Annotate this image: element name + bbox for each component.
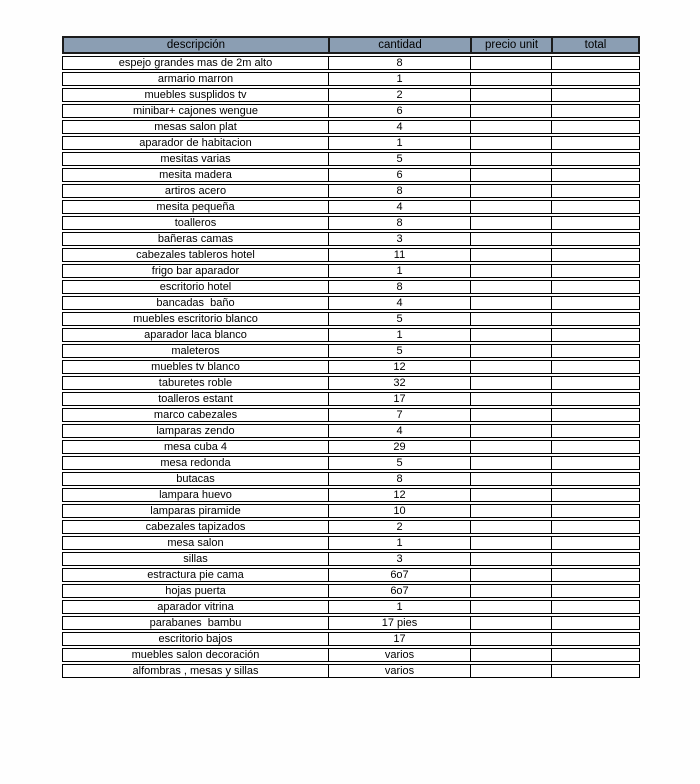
cell-total	[551, 504, 640, 518]
inventory-table-body	[62, 56, 640, 678]
cell-cantidad: 1	[328, 328, 470, 342]
table-row	[62, 72, 640, 86]
cell-precio_unit	[470, 472, 551, 486]
cell-descripcion: parabanes bambu	[62, 616, 328, 630]
cell-total	[551, 616, 640, 630]
cell-descripcion: estractura pie cama	[62, 568, 328, 582]
cell-precio_unit	[470, 56, 551, 70]
cell-descripcion: toalleros estant	[62, 392, 328, 406]
cell-total	[551, 664, 640, 678]
cell-descripcion: bañeras camas	[62, 232, 328, 246]
cell-descripcion: frigo bar aparador	[62, 264, 328, 278]
cell-descripcion: armario marron	[62, 72, 328, 86]
cell-precio_unit	[470, 424, 551, 438]
cell-total	[551, 328, 640, 342]
cell-precio_unit	[470, 648, 551, 662]
inventory-table	[62, 34, 640, 680]
cell-total	[551, 552, 640, 566]
table-row	[62, 200, 640, 214]
cell-descripcion: toalleros	[62, 216, 328, 230]
table-row	[62, 360, 640, 374]
cell-cantidad: 3	[328, 552, 470, 566]
cell-total	[551, 312, 640, 326]
cell-precio_unit	[470, 312, 551, 326]
cell-cantidad: 10	[328, 504, 470, 518]
cell-precio_unit	[470, 168, 551, 182]
cell-precio_unit	[470, 392, 551, 406]
cell-precio_unit	[470, 456, 551, 470]
cell-cantidad: 4	[328, 424, 470, 438]
cell-cantidad: 17	[328, 632, 470, 646]
cell-total	[551, 184, 640, 198]
cell-precio_unit	[470, 632, 551, 646]
cell-cantidad: 7	[328, 408, 470, 422]
column-header-total: total	[551, 36, 640, 54]
cell-cantidad: 2	[328, 88, 470, 102]
cell-precio_unit	[470, 584, 551, 598]
table-row	[62, 264, 640, 278]
cell-cantidad: 6	[328, 168, 470, 182]
cell-descripcion: mesita madera	[62, 168, 328, 182]
cell-precio_unit	[470, 664, 551, 678]
cell-descripcion: espejo grandes mas de 2m alto	[62, 56, 328, 70]
cell-precio_unit	[470, 104, 551, 118]
table-row	[62, 568, 640, 582]
cell-cantidad: 32	[328, 376, 470, 390]
cell-precio_unit	[470, 440, 551, 454]
cell-total	[551, 568, 640, 582]
cell-descripcion: hojas puerta	[62, 584, 328, 598]
cell-total	[551, 488, 640, 502]
cell-descripcion: lampara huevo	[62, 488, 328, 502]
cell-precio_unit	[470, 328, 551, 342]
cell-total	[551, 456, 640, 470]
cell-cantidad: 4	[328, 120, 470, 134]
cell-total	[551, 600, 640, 614]
cell-descripcion: muebles susplidos tv	[62, 88, 328, 102]
cell-total	[551, 344, 640, 358]
table-row	[62, 312, 640, 326]
cell-total	[551, 88, 640, 102]
cell-descripcion: minibar+ cajones wengue	[62, 104, 328, 118]
table-row	[62, 616, 640, 630]
cell-total	[551, 296, 640, 310]
table-row	[62, 392, 640, 406]
cell-total	[551, 584, 640, 598]
cell-precio_unit	[470, 616, 551, 630]
cell-cantidad: 8	[328, 472, 470, 486]
cell-cantidad: 6o7	[328, 584, 470, 598]
cell-cantidad: 1	[328, 72, 470, 86]
cell-total	[551, 424, 640, 438]
cell-total	[551, 200, 640, 214]
cell-cantidad: 29	[328, 440, 470, 454]
cell-total	[551, 520, 640, 534]
cell-total	[551, 280, 640, 294]
cell-precio_unit	[470, 600, 551, 614]
cell-descripcion: aparador laca blanco	[62, 328, 328, 342]
cell-total	[551, 72, 640, 86]
cell-cantidad: 1	[328, 136, 470, 150]
cell-total	[551, 408, 640, 422]
cell-descripcion: marco cabezales	[62, 408, 328, 422]
cell-cantidad: 5	[328, 312, 470, 326]
cell-precio_unit	[470, 136, 551, 150]
table-row	[62, 120, 640, 134]
table-row	[62, 216, 640, 230]
cell-descripcion: bancadas baño	[62, 296, 328, 310]
cell-descripcion: mesa cuba 4	[62, 440, 328, 454]
cell-cantidad: 8	[328, 280, 470, 294]
cell-cantidad: 6	[328, 104, 470, 118]
cell-precio_unit	[470, 216, 551, 230]
cell-cantidad: 2	[328, 520, 470, 534]
table-row	[62, 88, 640, 102]
table-row	[62, 344, 640, 358]
cell-cantidad: 6o7	[328, 568, 470, 582]
table-row	[62, 536, 640, 550]
cell-total	[551, 392, 640, 406]
cell-descripcion: mesas salon plat	[62, 120, 328, 134]
table-row	[62, 600, 640, 614]
cell-cantidad: 5	[328, 152, 470, 166]
cell-total	[551, 360, 640, 374]
cell-total	[551, 120, 640, 134]
header-row	[62, 36, 640, 54]
cell-precio_unit	[470, 344, 551, 358]
cell-precio_unit	[470, 296, 551, 310]
table-row	[62, 56, 640, 70]
cell-precio_unit	[470, 88, 551, 102]
cell-cantidad: 17	[328, 392, 470, 406]
cell-total	[551, 472, 640, 486]
cell-descripcion: lamparas zendo	[62, 424, 328, 438]
table-row	[62, 296, 640, 310]
table-row	[62, 520, 640, 534]
table-row	[62, 168, 640, 182]
table-row	[62, 152, 640, 166]
cell-precio_unit	[470, 264, 551, 278]
cell-descripcion: taburetes roble	[62, 376, 328, 390]
cell-descripcion: escritorio bajos	[62, 632, 328, 646]
cell-cantidad: 4	[328, 200, 470, 214]
cell-precio_unit	[470, 376, 551, 390]
table-row	[62, 440, 640, 454]
cell-precio_unit	[470, 200, 551, 214]
cell-precio_unit	[470, 520, 551, 534]
cell-total	[551, 376, 640, 390]
cell-total	[551, 168, 640, 182]
cell-descripcion: lamparas piramide	[62, 504, 328, 518]
cell-precio_unit	[470, 568, 551, 582]
table-row	[62, 584, 640, 598]
cell-precio_unit	[470, 536, 551, 550]
cell-cantidad: 1	[328, 264, 470, 278]
cell-descripcion: muebles tv blanco	[62, 360, 328, 374]
cell-cantidad: varios	[328, 648, 470, 662]
cell-precio_unit	[470, 504, 551, 518]
cell-total	[551, 104, 640, 118]
cell-cantidad: 4	[328, 296, 470, 310]
table-row	[62, 632, 640, 646]
cell-descripcion: cabezales tapizados	[62, 520, 328, 534]
cell-descripcion: cabezales tableros hotel	[62, 248, 328, 262]
cell-precio_unit	[470, 280, 551, 294]
table-row	[62, 280, 640, 294]
cell-cantidad: 8	[328, 184, 470, 198]
cell-cantidad: 17 pies	[328, 616, 470, 630]
cell-cantidad: varios	[328, 664, 470, 678]
cell-precio_unit	[470, 360, 551, 374]
cell-descripcion: aparador de habitacion	[62, 136, 328, 150]
cell-precio_unit	[470, 120, 551, 134]
cell-descripcion: sillas	[62, 552, 328, 566]
cell-cantidad: 8	[328, 216, 470, 230]
table-row	[62, 552, 640, 566]
cell-cantidad: 5	[328, 344, 470, 358]
column-header-precio_unit: precio unit	[470, 36, 551, 54]
cell-descripcion: muebles salon decoración	[62, 648, 328, 662]
cell-descripcion: aparador vitrina	[62, 600, 328, 614]
table-row	[62, 424, 640, 438]
table-row	[62, 232, 640, 246]
cell-total	[551, 536, 640, 550]
table-row	[62, 328, 640, 342]
cell-total	[551, 56, 640, 70]
table-row	[62, 488, 640, 502]
cell-cantidad: 11	[328, 248, 470, 262]
cell-cantidad: 1	[328, 536, 470, 550]
cell-descripcion: alfombras , mesas y sillas	[62, 664, 328, 678]
cell-cantidad: 5	[328, 456, 470, 470]
cell-cantidad: 12	[328, 360, 470, 374]
table-row	[62, 664, 640, 678]
cell-precio_unit	[470, 232, 551, 246]
cell-cantidad: 12	[328, 488, 470, 502]
cell-descripcion: mesita pequeña	[62, 200, 328, 214]
cell-total	[551, 136, 640, 150]
cell-precio_unit	[470, 488, 551, 502]
table-row	[62, 504, 640, 518]
cell-descripcion: mesitas varias	[62, 152, 328, 166]
cell-descripcion: mesa redonda	[62, 456, 328, 470]
column-header-cantidad: cantidad	[328, 36, 470, 54]
cell-precio_unit	[470, 408, 551, 422]
cell-total	[551, 648, 640, 662]
cell-total	[551, 232, 640, 246]
cell-precio_unit	[470, 184, 551, 198]
table-row	[62, 456, 640, 470]
cell-descripcion: artiros acero	[62, 184, 328, 198]
table-row	[62, 408, 640, 422]
cell-precio_unit	[470, 72, 551, 86]
cell-precio_unit	[470, 152, 551, 166]
table-row	[62, 472, 640, 486]
cell-descripcion: mesa salon	[62, 536, 328, 550]
cell-cantidad: 3	[328, 232, 470, 246]
table-row	[62, 248, 640, 262]
cell-descripcion: escritorio hotel	[62, 280, 328, 294]
cell-total	[551, 216, 640, 230]
cell-descripcion: butacas	[62, 472, 328, 486]
table-row	[62, 184, 640, 198]
cell-total	[551, 152, 640, 166]
cell-cantidad: 1	[328, 600, 470, 614]
cell-precio_unit	[470, 552, 551, 566]
cell-cantidad: 8	[328, 56, 470, 70]
cell-descripcion: muebles escritorio blanco	[62, 312, 328, 326]
table-row	[62, 376, 640, 390]
cell-total	[551, 248, 640, 262]
cell-total	[551, 264, 640, 278]
cell-descripcion: maleteros	[62, 344, 328, 358]
cell-total	[551, 440, 640, 454]
table-row	[62, 648, 640, 662]
cell-total	[551, 632, 640, 646]
table-row	[62, 136, 640, 150]
cell-precio_unit	[470, 248, 551, 262]
column-header-descripcion: descripción	[62, 36, 328, 54]
table-row	[62, 104, 640, 118]
